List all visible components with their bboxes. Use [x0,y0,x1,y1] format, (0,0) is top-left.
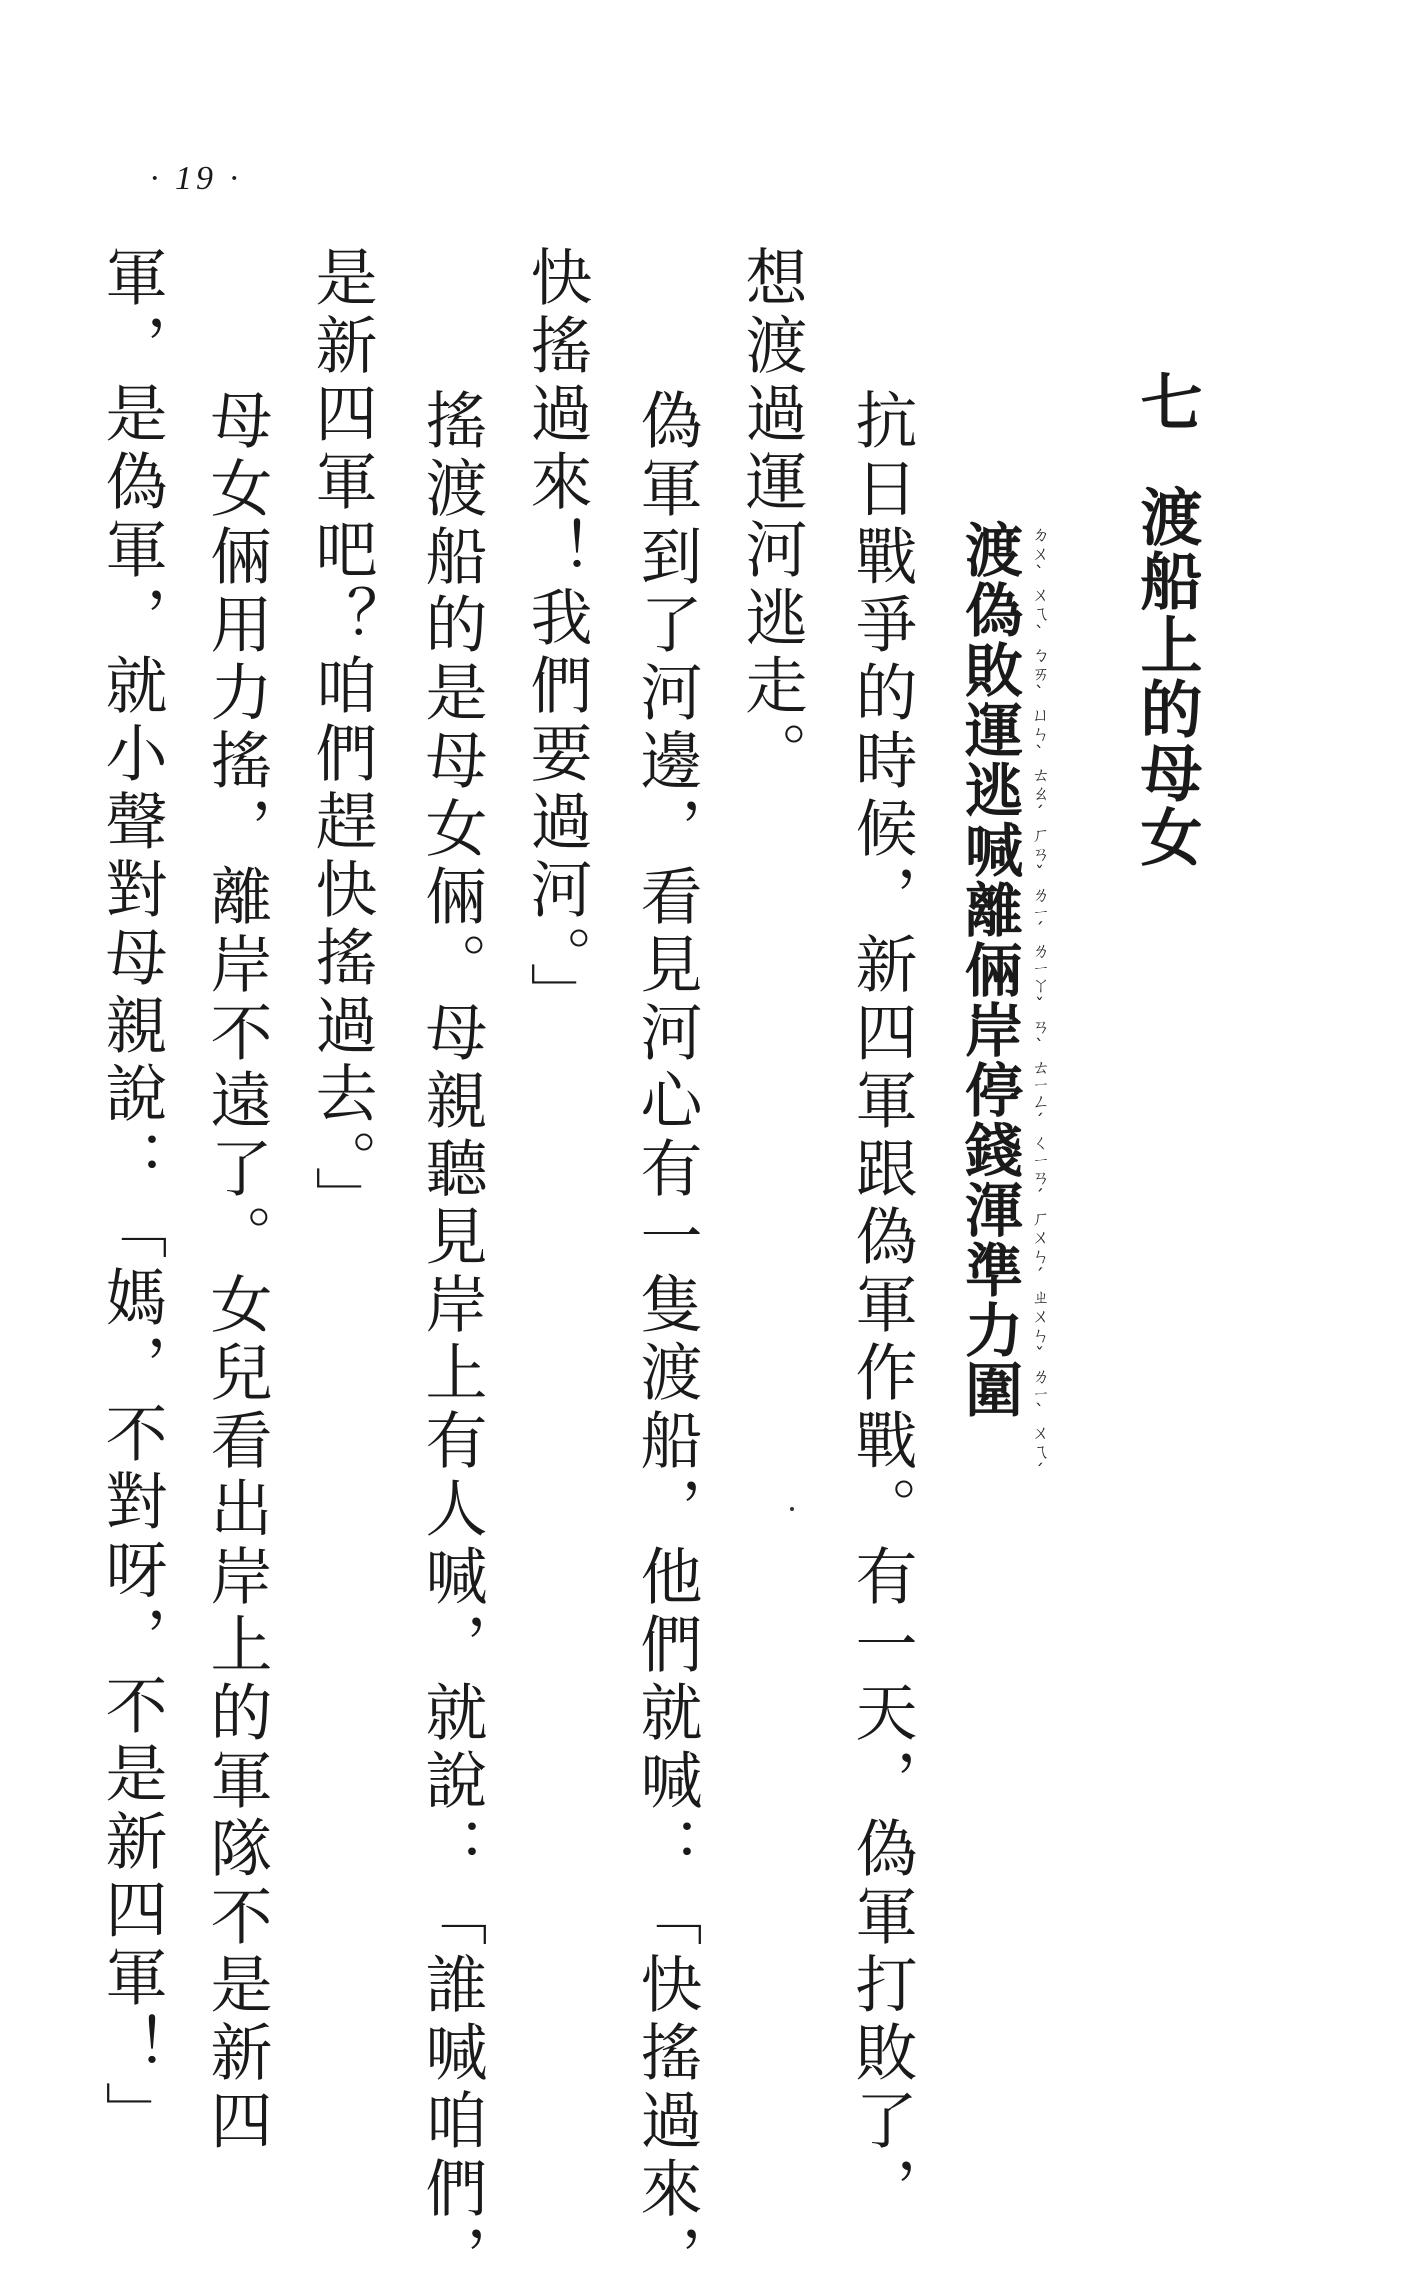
body-column-2: 想渡過運河逃走。 [735,245,808,789]
vocabulary-list: 渡偽敗運逃喊離倆岸停錢渾準力圍 [955,520,1023,1420]
chapter-title: 渡船上的母女 [1130,485,1203,869]
chapter-number: 七 [1130,370,1203,438]
body-column-3: 偽軍到了河邊，看見河心有一隻渡船，他們就喊：「快搖過來， [630,320,703,2292]
page-number: · 19 · [150,160,242,197]
body-column-6: 是新四軍吧？咱們趕快搖過去。」 [305,245,378,1234]
body-column-5: 搖渡船的是母女倆。母親聽見岸上有人喊，就說：「誰喊咱們， [415,320,488,2292]
body-column-7: 母女倆用力搖，離岸不遠了。女兒看出岸上的軍隊不是新四 [200,320,273,2156]
body-column-8: 軍，是偽軍，就小聲對母親說：「媽，不對呀，不是新四軍！」 [95,245,168,2149]
ink-speck [790,1507,794,1511]
vocabulary-zhuyin: ㄉㄨˋㄨㄟˋㄅㄞˋㄩㄣˋㄊㄠˊㄏㄢˇㄌㄧˊㄌㄧㄚˇㄢˋㄊㄧㄥˊㄑㄧㄢˊㄏㄨㄣˊㄓㄨㄣˇㄌㄧˋㄨㄟˊ [1029,525,1050,1483]
body-column-4: 快搖過來！我們要過河。」 [520,245,593,1030]
body-column-1: 抗日戰爭的時候，新四軍跟偽軍作戰。有一天，偽軍打敗了， [845,320,918,2224]
